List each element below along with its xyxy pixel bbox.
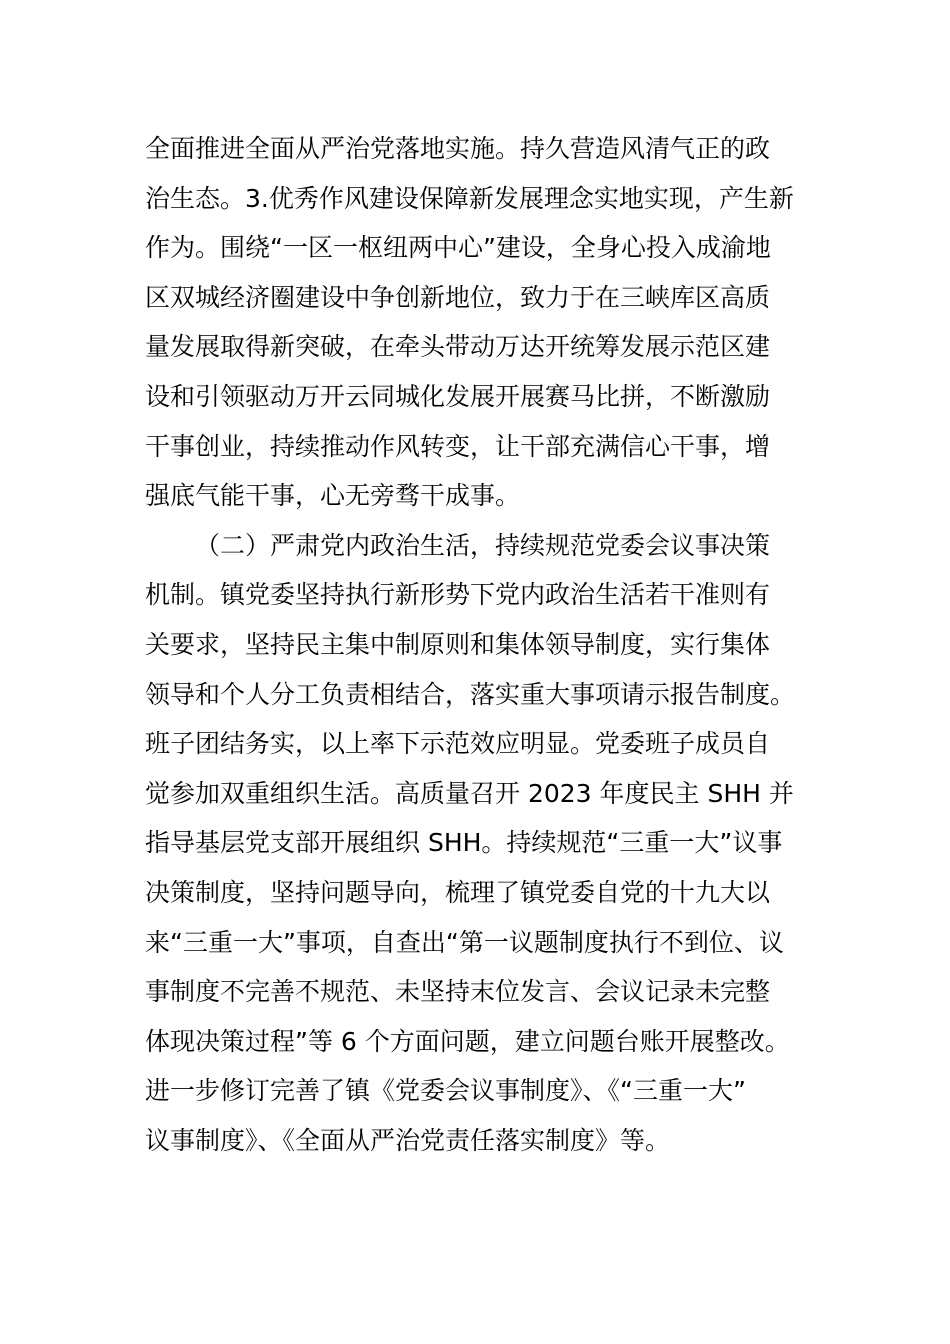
- text-line: 治生态。3.优秀作风建设保障新发展理念实地实现，产生新: [145, 183, 794, 213]
- text-line: 干事创业，持续推动作风转变，让干部充满信心干事，增: [145, 431, 771, 461]
- text-line: 体现决策过程”等 6 个方面问题，建立问题台账开展整改。: [145, 1026, 790, 1056]
- text-line: 量发展取得新突破，在牵头带动万达开统筹发展示范区建: [145, 332, 771, 362]
- text-line: 作为。围绕“一区一枢纽两中心”建设，全身心投入成渝地: [145, 233, 771, 263]
- text-line: 议事制度》、《全面从严治党责任落实制度》等。: [145, 1125, 671, 1155]
- text-line: （二）严肃党内政治生活，持续规范党委会议事决策: [195, 530, 771, 560]
- text-line: 指导基层党支部开展组织 SHH。持续规范“三重一大”议事: [145, 828, 783, 858]
- text-line: 领导和个人分工负责相结合，落实重大事项请示报告制度。: [145, 679, 796, 709]
- text-line: 关要求，坚持民主集中制原则和集体领导制度，实行集体: [145, 629, 771, 659]
- text-line: 来“三重一大”事项，自查出“第一议题制度执行不到位、议: [145, 927, 784, 957]
- document-body: [145, 124, 810, 1165]
- text-line: 区双城经济圈建设中争创新地位，致力于在三峡库区高质: [145, 282, 771, 312]
- text-line: 决策制度，坚持问题导向，梳理了镇党委自党的十九大以: [145, 877, 771, 907]
- text-line: 强底气能干事，心无旁骛干成事。: [145, 481, 521, 511]
- text-line: 觉参加双重组织生活。高质量召开 2023 年度民主 SHH 并: [145, 778, 794, 808]
- text-line: 设和引领驱动万开云同城化发展开展赛马比拼，不断激励: [145, 381, 771, 411]
- text-line: 事制度不完善不规范、未坚持末位发言、会议记录未完整: [145, 977, 771, 1007]
- text-line: 班子团结务实，以上率下示范效应明显。党委班子成员自: [145, 729, 771, 759]
- text-line: 机制。镇党委坚持执行新形势下党内政治生活若干准则有: [145, 580, 771, 610]
- text-line: 进一步修订完善了镇《党委会议事制度》、《“三重一大”: [145, 1076, 746, 1106]
- text-line: 全面推进全面从严治党落地实施。持久营造风清气正的政: [145, 134, 771, 163]
